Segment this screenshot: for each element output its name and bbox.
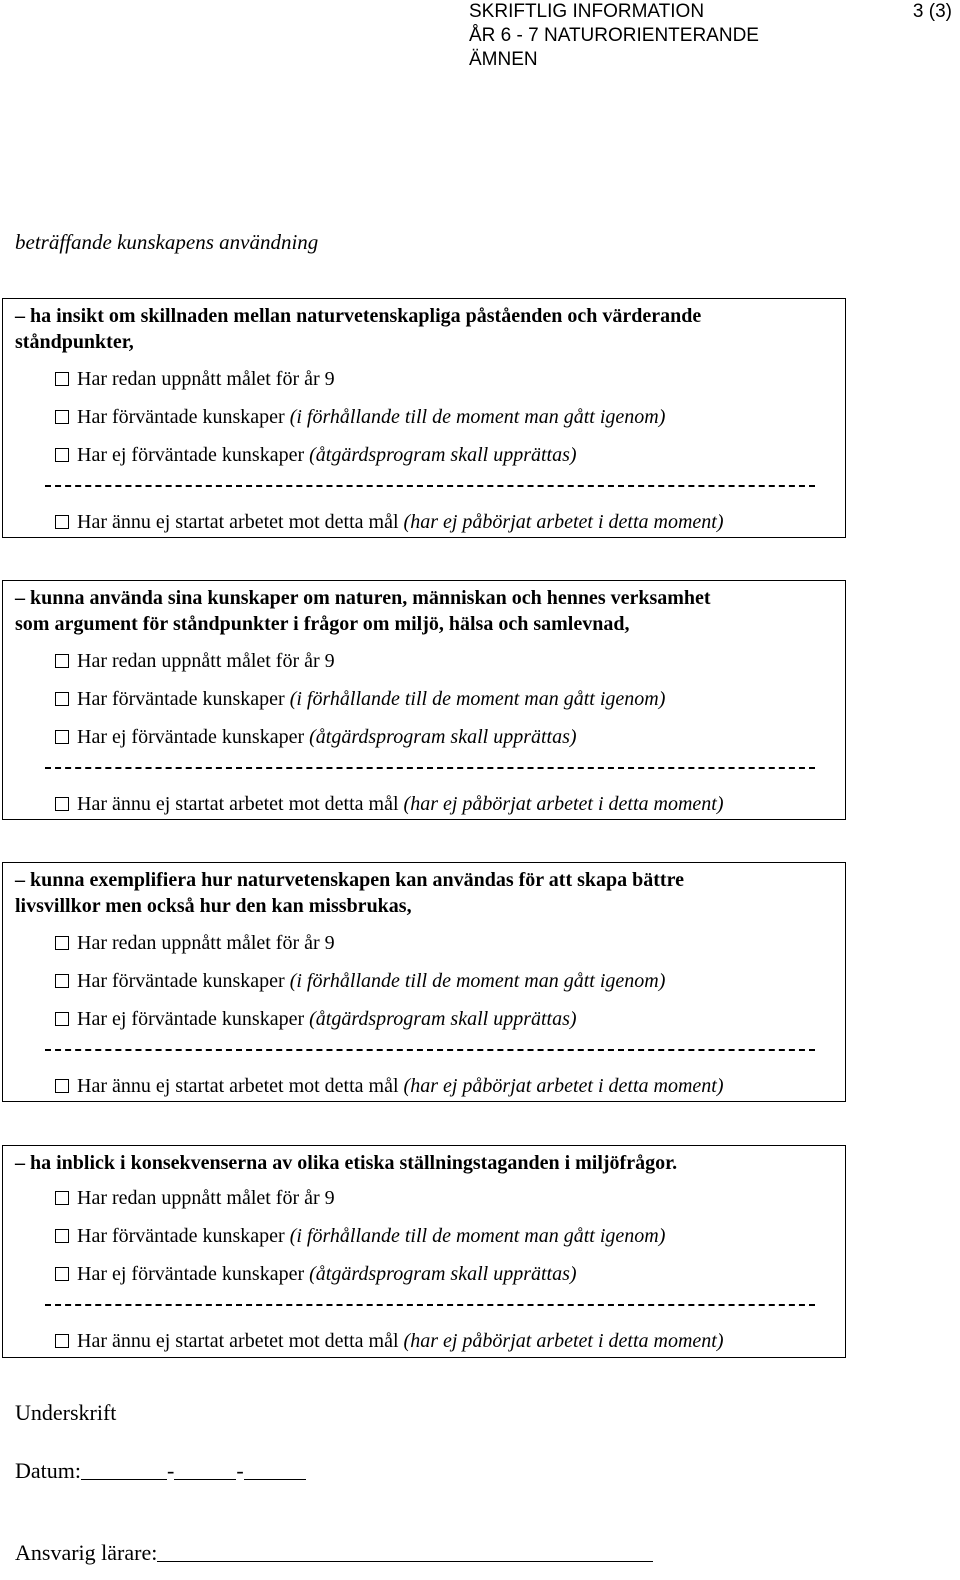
option-reached-goal[interactable]: Har redan uppnått målet för år 9: [55, 931, 335, 955]
header-line-2: ÅR 6 - 7 NATURORIENTERANDE: [469, 25, 759, 46]
goal-title-line-2: livsvillkor men också hur den kan missbrukas,: [15, 895, 412, 917]
date-label: Datum:: [15, 1458, 81, 1483]
goal-box-3: [2, 862, 846, 1102]
goal-title-line-1: – ha inblick i konsekvenserna av olika etiska ställningstaganden i miljöfrågor.: [15, 1152, 678, 1174]
checkbox[interactable]: [55, 1012, 69, 1026]
date-field-day[interactable]: [244, 1459, 306, 1480]
goal-title-line-2: ståndpunkter,: [15, 331, 134, 353]
goal-title-line-1: – kunna använda sina kunskaper om naturen, människan och hennes verksamhet: [15, 587, 711, 609]
goal-title: [15, 585, 815, 637]
option-reached-goal[interactable]: Har redan uppnått målet för år 9: [55, 367, 335, 391]
teacher-row: [15, 1540, 653, 1566]
checkbox[interactable]: [55, 515, 69, 529]
signature-title: Underskrift: [15, 1400, 117, 1425]
option-not-started[interactable]: Har ännu ej startat arbetet mot detta mål (har ej påbörjat arbetet i detta moment): [55, 1329, 724, 1353]
option-reached-goal[interactable]: Har redan uppnått målet för år 9: [55, 1186, 335, 1210]
checkbox[interactable]: [55, 692, 69, 706]
option-expected-knowledge[interactable]: Har förväntade kunskaper (i förhållande till de moment man gått igenom): [55, 969, 665, 993]
checkbox[interactable]: [55, 1334, 69, 1348]
option-not-expected-knowledge[interactable]: Har ej förväntade kunskaper (åtgärdsprogram skall upprättas): [55, 1007, 577, 1031]
checkbox[interactable]: [55, 730, 69, 744]
option-not-started[interactable]: Har ännu ej startat arbetet mot detta mål (har ej påbörjat arbetet i detta moment): [55, 792, 724, 816]
option-not-started[interactable]: Har ännu ej startat arbetet mot detta mål (har ej påbörjat arbetet i detta moment): [55, 510, 724, 534]
dashed-divider: [45, 485, 815, 487]
option-not-expected-knowledge[interactable]: Har ej förväntade kunskaper (åtgärdsprogram skall upprättas): [55, 1262, 577, 1286]
goal-title: [15, 1150, 815, 1176]
goal-title-line-1: – kunna exemplifiera hur naturvetenskapen kan användas för att skapa bättre: [15, 869, 684, 891]
header-line-1: SKRIFTLIG INFORMATION: [469, 1, 705, 22]
checkbox[interactable]: [55, 1267, 69, 1281]
dashed-divider: [45, 1049, 815, 1051]
goal-title: [15, 303, 815, 355]
date-field-year[interactable]: [81, 1459, 167, 1480]
option-not-expected-knowledge[interactable]: Har ej förväntade kunskaper (åtgärdsprogram skall upprättas): [55, 443, 577, 467]
checkbox[interactable]: [55, 797, 69, 811]
checkbox[interactable]: [55, 372, 69, 386]
goal-box-4: [2, 1145, 846, 1358]
teacher-signature-field[interactable]: [157, 1541, 653, 1562]
checkbox[interactable]: [55, 936, 69, 950]
goal-title-line-1: – ha insikt om skillnaden mellan naturvetenskapliga påståenden och värderande: [15, 305, 702, 327]
option-expected-knowledge[interactable]: Har förväntade kunskaper (i förhållande till de moment man gått igenom): [55, 405, 665, 429]
goal-title-line-2: som argument för ståndpunkter i frågor om miljö, hälsa och samlevnad,: [15, 613, 630, 635]
date-separator: -: [167, 1458, 175, 1483]
section-heading: beträffande kunskapens användning: [15, 230, 319, 254]
document-header: [469, 0, 759, 72]
option-not-started[interactable]: Har ännu ej startat arbetet mot detta mål (har ej påbörjat arbetet i detta moment): [55, 1074, 724, 1098]
page-number: 3 (3): [912, 1, 952, 22]
checkbox[interactable]: [55, 410, 69, 424]
goal-title: [15, 867, 815, 919]
checkbox[interactable]: [55, 974, 69, 988]
option-not-expected-knowledge[interactable]: Har ej förväntade kunskaper (åtgärdsprogram skall upprättas): [55, 725, 577, 749]
checkbox[interactable]: [55, 654, 69, 668]
option-expected-knowledge[interactable]: Har förväntade kunskaper (i förhållande till de moment man gått igenom): [55, 687, 665, 711]
date-field-month[interactable]: [174, 1459, 236, 1480]
checkbox[interactable]: [55, 1191, 69, 1205]
dashed-divider: [45, 1304, 815, 1306]
checkbox[interactable]: [55, 1229, 69, 1243]
dashed-divider: [45, 767, 815, 769]
teacher-label: Ansvarig lärare:: [15, 1540, 158, 1565]
checkbox[interactable]: [55, 448, 69, 462]
option-expected-knowledge[interactable]: Har förväntade kunskaper (i förhållande till de moment man gått igenom): [55, 1224, 665, 1248]
date-row: [15, 1458, 306, 1484]
goal-box-1: [2, 298, 846, 538]
header-line-3: ÄMNEN: [469, 49, 538, 70]
date-separator: -: [236, 1458, 244, 1483]
option-reached-goal[interactable]: Har redan uppnått målet för år 9: [55, 649, 335, 673]
checkbox[interactable]: [55, 1079, 69, 1093]
goal-box-2: [2, 580, 846, 820]
